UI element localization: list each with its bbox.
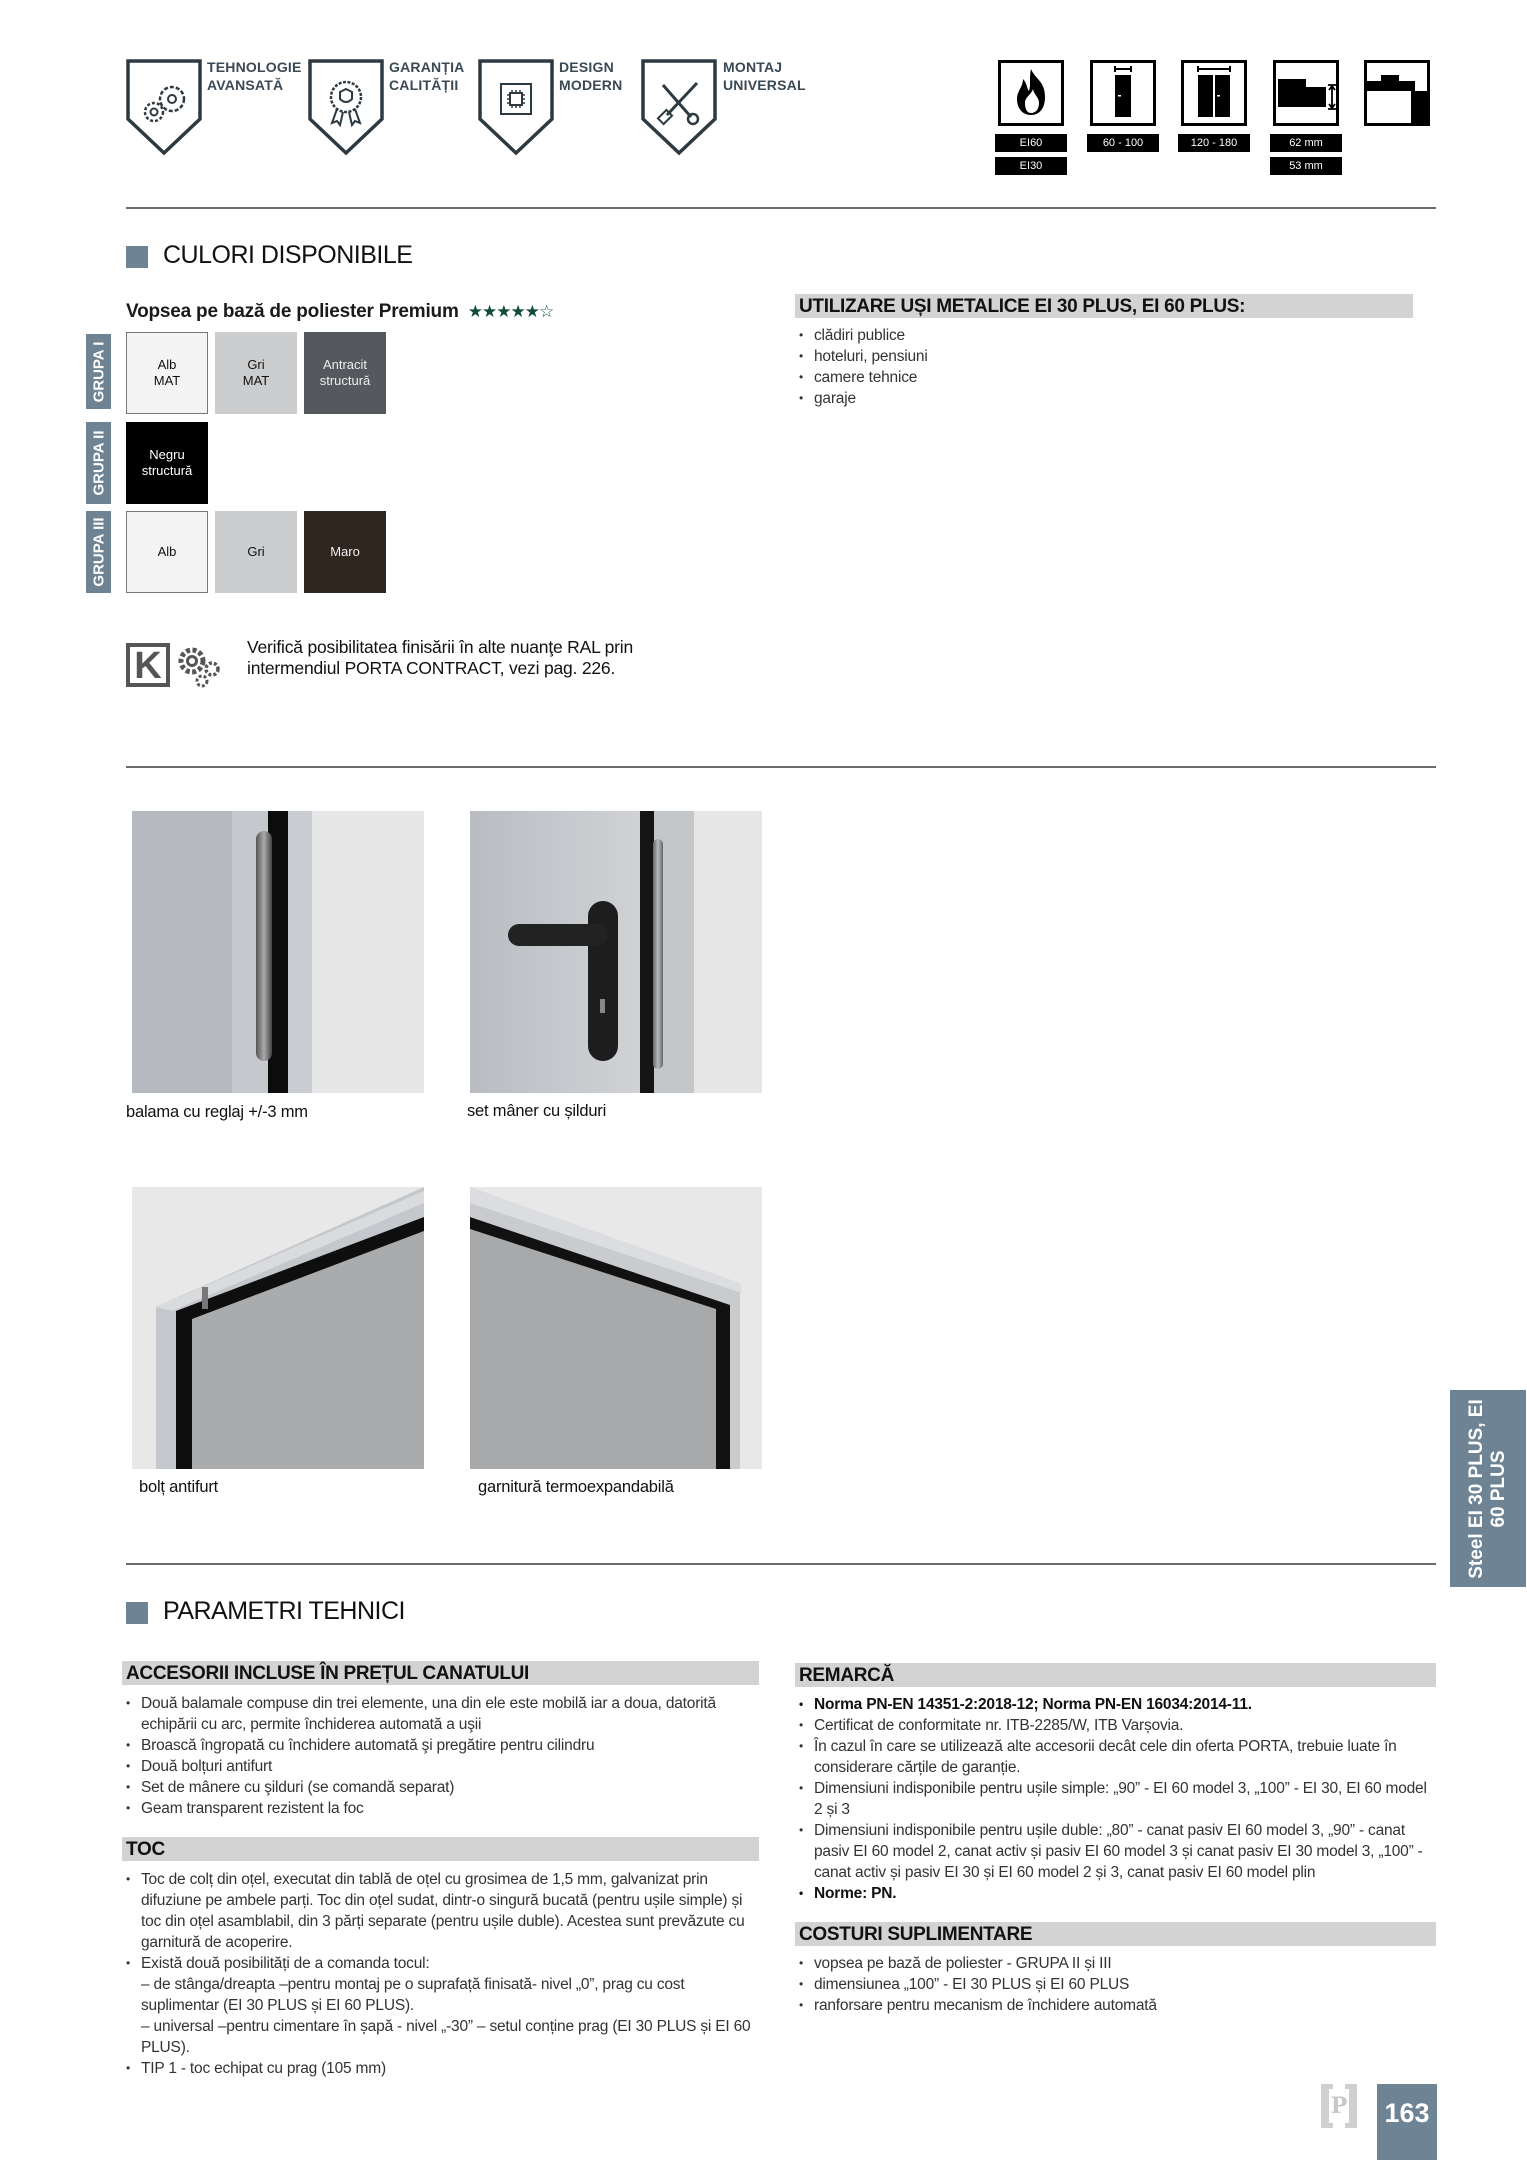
side-tab-line1: Steel EI 30 PLUS, EI bbox=[1466, 1398, 1487, 1579]
remarca-title: REMARCĂ bbox=[795, 1663, 1436, 1687]
color-swatch bbox=[304, 332, 386, 414]
list-item: • Geam transparent rezistent la foc bbox=[124, 1798, 754, 1819]
photo-caption: set mâner cu șilduri bbox=[467, 1102, 607, 1120]
swatch-label: Alb MAT bbox=[153, 357, 181, 388]
list-item: • vopsea pe bază de poliester - GRUPA II și III bbox=[797, 1953, 1433, 1974]
group-tab bbox=[86, 511, 111, 593]
star-filled-icon: ★ bbox=[524, 302, 539, 321]
threshold-icon bbox=[1364, 60, 1430, 126]
list-item: • Broască îngropată cu închidere automată şi pregătire pentru cilindru bbox=[124, 1735, 754, 1756]
remarca-list bbox=[797, 1694, 1433, 1904]
swatch-label: Maro bbox=[330, 544, 360, 559]
list-item: • Două bolțuri antifurt bbox=[124, 1756, 754, 1777]
list-item: • ranforsare pentru mecanism de închidere automată bbox=[797, 1995, 1433, 2016]
feature-label-line1: TEHNOLOGIE bbox=[207, 59, 302, 75]
list-item: • Două balamale compuse din trei elemente, una din ele este mobilă iar a doua, datorită echipării cu arc, permite închiderea automată a uşii bbox=[124, 1693, 754, 1735]
feature-label-line1: DESIGN bbox=[559, 59, 614, 75]
rating-stars bbox=[468, 302, 554, 321]
usage-title: UTILIZARE UȘI METALICE EI 30 PLUS, EI 60 PLUS: bbox=[795, 294, 1413, 318]
single-door-width-icon bbox=[1090, 60, 1156, 126]
swatch-label: Negru structură bbox=[141, 447, 193, 478]
list-item: • Certificat de conformitate nr. ITB-2285/W, ITB Varșovia. bbox=[797, 1715, 1433, 1736]
ral-note-line1: Verifică posibilitatea finisării în alte nuanţe RAL prin bbox=[247, 637, 634, 657]
color-swatch bbox=[215, 332, 297, 414]
porta-logo-icon bbox=[1321, 2084, 1357, 2128]
section-marker-icon bbox=[126, 1602, 148, 1624]
spec-tag: 53 mm bbox=[1270, 157, 1342, 175]
chapter-side-tab bbox=[1450, 1390, 1526, 1587]
list-item-text: Există două posibilități de a comanda tocul: bbox=[141, 1955, 430, 1972]
color-swatch bbox=[126, 332, 208, 414]
costuri-list bbox=[797, 1953, 1433, 2016]
logo-letter: P bbox=[1330, 2093, 1348, 2119]
divider bbox=[126, 1563, 1436, 1565]
gears-icon bbox=[124, 57, 204, 157]
color-swatch bbox=[304, 511, 386, 593]
feature-label-line1: GARANȚIA bbox=[389, 59, 465, 75]
k-contract-icon bbox=[126, 643, 170, 687]
photo-anti-theft-bolt bbox=[132, 1187, 424, 1469]
group-label: GRUPA I bbox=[90, 341, 107, 402]
page-number: 163 bbox=[1377, 2084, 1437, 2160]
feature-label-line2: AVANSATĂ bbox=[207, 77, 284, 93]
list-item: • Norma PN-EN 14351-2:2018-12; Norma PN-EN 16034:2014-11. bbox=[797, 1694, 1433, 1715]
list-item: • Set de mânere cu şilduri (se comandă separat) bbox=[124, 1777, 754, 1798]
photo-caption: garnitură termoexpandabilă bbox=[478, 1478, 674, 1496]
feature-label-line2: CALITĂȚII bbox=[389, 77, 459, 93]
list-item: • hoteluri, pensiuni bbox=[797, 346, 1397, 367]
list-item: • clădiri publice bbox=[797, 325, 1397, 346]
door-thickness-icon bbox=[1273, 60, 1339, 126]
list-item bbox=[124, 1953, 758, 2058]
swatch-label: Antracit structură bbox=[319, 357, 371, 388]
divider bbox=[126, 766, 1436, 768]
usage-list bbox=[797, 325, 1397, 409]
fire-icon bbox=[998, 60, 1064, 126]
sub-item: – universal –pentru cimentare în șapă - nivel „-30” – setul conține prag (EI 30 PLUS și EI 60 PLUS). bbox=[141, 2018, 751, 2056]
spec-tag: 62 mm bbox=[1270, 134, 1342, 152]
section-title-colors: CULORI DISPONIBILE bbox=[163, 241, 413, 269]
sub-item: – de stânga/dreapta –pentru montaj pe o suprafață finisată- nivel „0”, prag cu cost suplimentar (EI 30 PLUS și EI 60 PLUS). bbox=[141, 1976, 685, 2014]
gears-small-icon bbox=[176, 645, 222, 689]
swatch-label: Gri bbox=[247, 544, 265, 559]
list-item: • dimensiunea „100” - EI 30 PLUS și EI 60 PLUS bbox=[797, 1974, 1433, 1995]
ral-note-line2: intermendiul PORTA CONTRACT, vezi pag. 226. bbox=[247, 658, 616, 678]
spec-tag: 60 - 100 bbox=[1087, 134, 1159, 152]
list-item: • garaje bbox=[797, 388, 1397, 409]
list-item: • camere tehnice bbox=[797, 367, 1397, 388]
list-item: • Dimensiuni indisponibile pentru ușile simple: „90” - EI 60 model 3, „100” - EI 30, EI 60 model 2 și 3 bbox=[797, 1778, 1433, 1820]
chip-icon bbox=[476, 57, 556, 157]
photo-handle bbox=[470, 811, 762, 1093]
list-item: • Norme: PN. bbox=[797, 1883, 1433, 1904]
ral-note bbox=[247, 637, 633, 679]
toc-title: TOC bbox=[122, 1837, 759, 1861]
color-swatch bbox=[126, 422, 208, 504]
feature-label-line1: MONTAJ bbox=[723, 59, 783, 75]
feature-label-line2: UNIVERSAL bbox=[723, 77, 806, 93]
photo-intumescent-seal bbox=[470, 1187, 762, 1469]
paint-label: Vopsea pe bază de poliester Premium bbox=[126, 301, 459, 322]
group-label: GRUPA III bbox=[90, 517, 107, 587]
star-filled-icon: ★ bbox=[482, 302, 497, 321]
photo-caption: balama cu reglaj +/-3 mm bbox=[126, 1103, 308, 1121]
quality-seal-icon bbox=[306, 57, 386, 157]
accesorii-title: ACCESORII INCLUSE ÎN PREȚUL CANATULUI bbox=[122, 1661, 759, 1685]
star-filled-icon: ★ bbox=[467, 302, 482, 321]
color-swatch bbox=[126, 511, 208, 593]
side-tab-line2: 60 PLUS bbox=[1488, 1449, 1509, 1528]
paint-label-row bbox=[126, 301, 553, 323]
costuri-title: COSTURI SUPLIMENTARE bbox=[795, 1922, 1436, 1946]
photo-caption: bolț antifurt bbox=[139, 1478, 219, 1496]
star-filled-icon: ★ bbox=[496, 302, 511, 321]
spec-tag: EI30 bbox=[995, 157, 1067, 175]
toc-list bbox=[124, 1869, 758, 2079]
list-item: • TIP 1 - toc echipat cu prag (105 mm) bbox=[124, 2058, 758, 2079]
group-tab bbox=[86, 422, 111, 504]
tools-icon bbox=[639, 57, 719, 157]
list-item: • În cazul în care se utilizează alte accesorii decât cele din oferta PORTA, trebuie luate în considerare cărțile de garanție. bbox=[797, 1736, 1433, 1778]
group-tab bbox=[86, 334, 111, 409]
spec-tag: EI60 bbox=[995, 134, 1067, 152]
spec-tag: 120 - 180 bbox=[1178, 134, 1250, 152]
star-filled-icon: ★ bbox=[510, 302, 525, 321]
swatch-label: Alb bbox=[157, 544, 177, 559]
photo-hinge bbox=[132, 811, 424, 1093]
accesorii-list bbox=[124, 1693, 754, 1819]
swatch-label: Gri MAT bbox=[242, 357, 270, 388]
section-title-params: PARAMETRI TEHNICI bbox=[163, 1597, 405, 1625]
star-empty-icon: ☆ bbox=[539, 302, 554, 321]
divider bbox=[126, 207, 1436, 209]
k-badge-letter: K bbox=[134, 645, 162, 687]
group-label: GRUPA II bbox=[90, 430, 107, 496]
section-marker-icon bbox=[126, 246, 148, 268]
feature-label-line2: MODERN bbox=[559, 77, 623, 93]
color-swatch bbox=[215, 511, 297, 593]
list-item: • Toc de colț din oțel, executat din tablă de oțel cu grosimea de 1,5 mm, galvanizat prin difuziune pe ambele parți. Toc din oțel sudat, dintr-o singură bucată (pentru ușile simple) și toc din oțel asamblabil, din 3 părți separate (pentru ușile duble). Acestea sunt prevăzute cu garnitură de acoperire. bbox=[124, 1869, 758, 1953]
list-item: • Dimensiuni indisponibile pentru ușile duble: „80” - canat pasiv EI 60 model 3, „90” - canat pasiv EI 60 model 2, canat activ și pasiv EI 60 model 3 și canat pasiv EI 30 model 3, „100” - canat activ și pasiv EI 30 și EI 60 model 2 și 3, canat pasiv EI 60 model plin bbox=[797, 1820, 1433, 1883]
double-door-width-icon bbox=[1181, 60, 1247, 126]
